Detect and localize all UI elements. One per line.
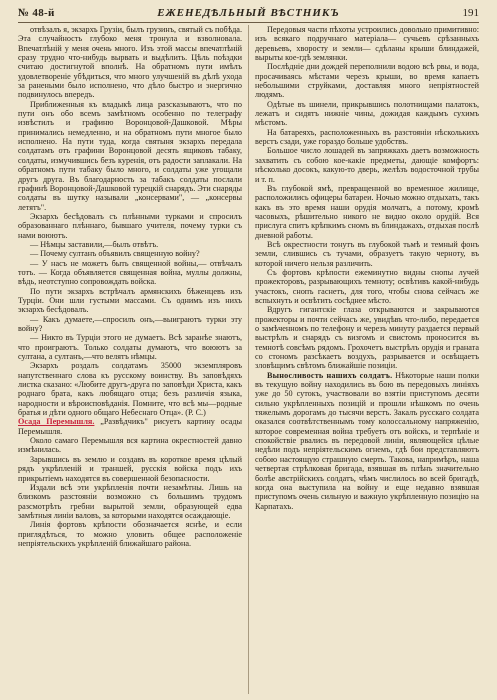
paragraph: — Никто въ Турціи этого не думаетъ. Всѣ заранѣе знаютъ, что проиграютъ. Только солдаты думаютъ, что воюютъ за султана, а султанъ,—что велятъ нѣмцы. (18, 333, 242, 362)
paragraph: Передовыя части пѣхоты устроились довольно примитивно: изъ всякаго подручнаго матеріала— сучьевъ срѣзанныхъ деревьевъ, хворосту и земли— сдѣланы крыши блиндажей, вырыты кое-гдѣ землянки. (255, 25, 479, 63)
paragraph: Приближенныя къ владыкѣ лица разсказываютъ, что по пути онъ обо всемъ замѣтномъ особенно по телеграфу извѣстилъ и графиню Воронцовой-Дашковой. Мѣры принимались немедленно, и на обратномъ пути многое было исполнено. На пути туда, когда святыня экзархъ передала солдатамъ отъ графини Воронцовой десять ящиковъ табаку, солдаты, измучившись безъ куренія, отъ радости заплакали. На обратномъ пути табаку было много, и солдаты уже угощали другъ друга. Въ благодарность за табакъ солдаты послали графинѣ Воронцовой-Дашковой турецкій снарядъ. Эти снаряды солдаты въ шутку называли „консервами", — „консервы летятъ". (18, 99, 242, 212)
paragraph: — Почему султанъ объявилъ священную войну? (30, 249, 200, 259)
paragraph: Издали всѣ эти укрѣпленія почти незамѣтны. Лишь на близкомъ разстояніи возможно съ большимъ трудомъ разсмотрѣть гребни вырытой земли, образующей едва замѣтныя линіи валовъ, за которыми находятся осаждающіе. (18, 482, 242, 520)
paragraph: Въ глубокой ямѣ, превращенной во временное жилище, расположились офицеры батареи. Ночью можно отдыхать, такъ какъ въ это время наши орудія молчатъ, а потому, кромѣ часовыхъ, рѣшительно никого не видно около орудій. Вся прислуга спитъ крѣпкимъ сномъ въ блиндажахъ, отдыхая послѣ дневной работы. (255, 183, 479, 240)
paragraph: Зарывшись въ землю и создавъ въ короткое время цѣлый рядъ укрѣпленій и траншей, русскія войска подъ ихъ прикрытіемъ находятся въ совершенной безопасности. (18, 454, 242, 483)
paragraph: Съ фортовъ крѣпости ежеминутно видны снопы лучей прожекторовъ, разрывающихъ темноту; освѣтивъ какой-нибудь участокъ, снопъ гаснетъ, для того, чтобы снова сейчасъ же вспыхнуть и освѣтить сосѣднее мѣсто. (255, 267, 479, 305)
paragraph: Около самаго Перемышля вся картина окрестностей давно измѣнилась. (18, 436, 242, 455)
issue-number: № 48-й (18, 7, 55, 19)
column-divider (248, 25, 249, 694)
page-header (18, 6, 479, 23)
paragraph: Всѣ окрестности тонутъ въ глубокой тьмѣ и темный фонъ земли, слившись съ тучами, образуетъ такую черноту, въ которой ничего нельзя различить. (255, 239, 479, 268)
paragraph: Экзархъ роздалъ солдатамъ 35000 экземпляровъ напутственнаго слова къ русскому воинству. Въ заповѣдяхъ листка сказано: «Любите другъ-друга по заповѣди Христа, какъ роднаго брата, какъ любящаго отца; безъ различія языка, народности и вѣроисповѣданія. Помните, что всѣ мы—родные братья и дѣти одного общаго Небеснаго Отца». (Р. С.) (18, 361, 242, 418)
paragraph: — Нѣмцы заставили,—былъ отвѣтъ. (30, 239, 159, 249)
section-text: Нѣкоторые наши полки въ текущую войну находились въ бою въ передовыхъ линіяхъ уже до 50 сутокъ, участвовали во взятіи приступомъ десяти сильно укрѣпленныхъ позицій и прошли нѣшкомъ по очень тяжелымъ дорогамъ до тысячи верстъ. Закалъ русскаго солдата оказался соотвѣтственнымъ тому колоссальному напряженію, которое современная война требуетъ отъ войскъ, и терпѣніе и спокойствіе рвались въ передовой линіи, являющейся цѣлые недѣли подъ непріятельскимъ огнемъ, гдѣ бои представляютъ собою настоящую страшную смерть. Такова, напримѣръ, наша четвертая стрѣлковая бригада, взявшая въ плѣнъ значительно болѣе австрійскихъ солдатъ, чѣмъ числилось во всей бригадѣ, когда она выступила на войну и еще недавно взявшая приступомъ очень сильную и важную укрѣпленную позицію на Карпатахъ. (255, 370, 479, 511)
right-column (255, 25, 479, 694)
page-number: 191 (462, 7, 479, 19)
paragraph: — Какъ думаете,—спросилъ онъ,—выиграютъ турки эту войну? (18, 314, 242, 333)
section-heading: Выносливость нашихъ солдатъ. (267, 370, 393, 380)
paragraph: Одѣтые въ шинели, прикрывшись полотнищами палатокъ, лежатъ и сидятъ нижніе чины, дожидая каждымъ сухимъ мѣстомъ. (255, 99, 479, 128)
article-caption (18, 417, 242, 436)
paragraph: Линія фортовъ крѣпости обозначается яснѣе, и если приглядѣться, то можно уловить общее расположеніе непріятельскихъ укрѣпленій ближайшаго района. (18, 520, 242, 548)
caption-text: „Развѣдчикъ" рисуетъ картину осады Перемышля. (18, 417, 242, 436)
paragraph: На батареяхъ, расположенныхъ въ разстояніи нѣсколькихъ верстъ сзади, уже гораздо больше удобствъ. (255, 127, 479, 147)
text-columns (18, 25, 479, 694)
paragraph: — У насъ не можетъ быть священной войны,— отвѣчалъ тотъ. — Когда объявляется священная война, муллы должны, вѣдь, неотступно сопровождать войска. (18, 258, 242, 287)
paragraph: отвѣзалъ я, экзархъ Грузіи, былъ грузинъ, святый съ побѣда. Эта случайность глубоко меня тронула и взволновала. Впечатлѣній у меня очень много. Изъ этой массы впечатлѣній сразу трудно что-нибудь вырвать и выдѣлить. Цѣль поѣздки считаю достигнутой вполнѣ. На обратномъ пути имѣлъ удовлетвореніе убѣдиться, что много улучшеній въ дѣлѣ ухода за ранеными было исполнено, что дѣло быстро и энергично подвинулось впередъ. (18, 25, 242, 100)
paragraph: Большое число лошадей въ запряжкахъ даетъ возможность захватить съ собою кое-какіе предметы, дающіе комфортъ: нѣсколько досокъ, какую-то дверь, желѣзъ водосточной трубы и т. п. (255, 146, 479, 184)
paragraph: По пути экзархъ встрѣчалъ армянскихъ бѣженцевъ изъ Турціи. Они шли густыми массами. Съ однимъ изъ нихъ экзархъ бесѣдовалъ. (18, 286, 242, 315)
paragraph: Вдругъ гигантскіе глаза открываются и закрываются прожекторы и почти сейчасъ же, увидѣвъ что-либо, передается о замѣченномъ по телефону и черезъ минуту раздается первый выстрѣлъ и снарядъ съ визгомъ и свистомъ проносится въ темнотѣ совсѣмъ рядомъ. Грохочетъ выстрѣлъ орудія и граната со стономъ разсѣкаетъ воздухъ, разрывается и освѣщаетъ зловѣщимъ свѣтомъ ближайшіе позиціи. (255, 305, 479, 371)
paragraph: Экзархъ бесѣдовалъ съ плѣнными турками и спросилъ образованнаго плѣннаго, бывшаго учителя, почему турки съ нами воюютъ. (18, 211, 242, 240)
left-column (18, 25, 242, 694)
caption-label[interactable]: Осада Перемышля. (18, 417, 95, 427)
section-paragraph (255, 371, 479, 511)
paragraph: Послѣдніе дни дождей переполнили водою всѣ рвы, и вода, просачиваясь мѣстами черезъ крыши, во время капаетъ небольшими струйками, доставляя много непріятностей людямъ. (255, 62, 479, 100)
journal-title: ЕЖЕНЕДѢЛЬНЫЙ ВѢСТНИКЪ (157, 7, 340, 19)
